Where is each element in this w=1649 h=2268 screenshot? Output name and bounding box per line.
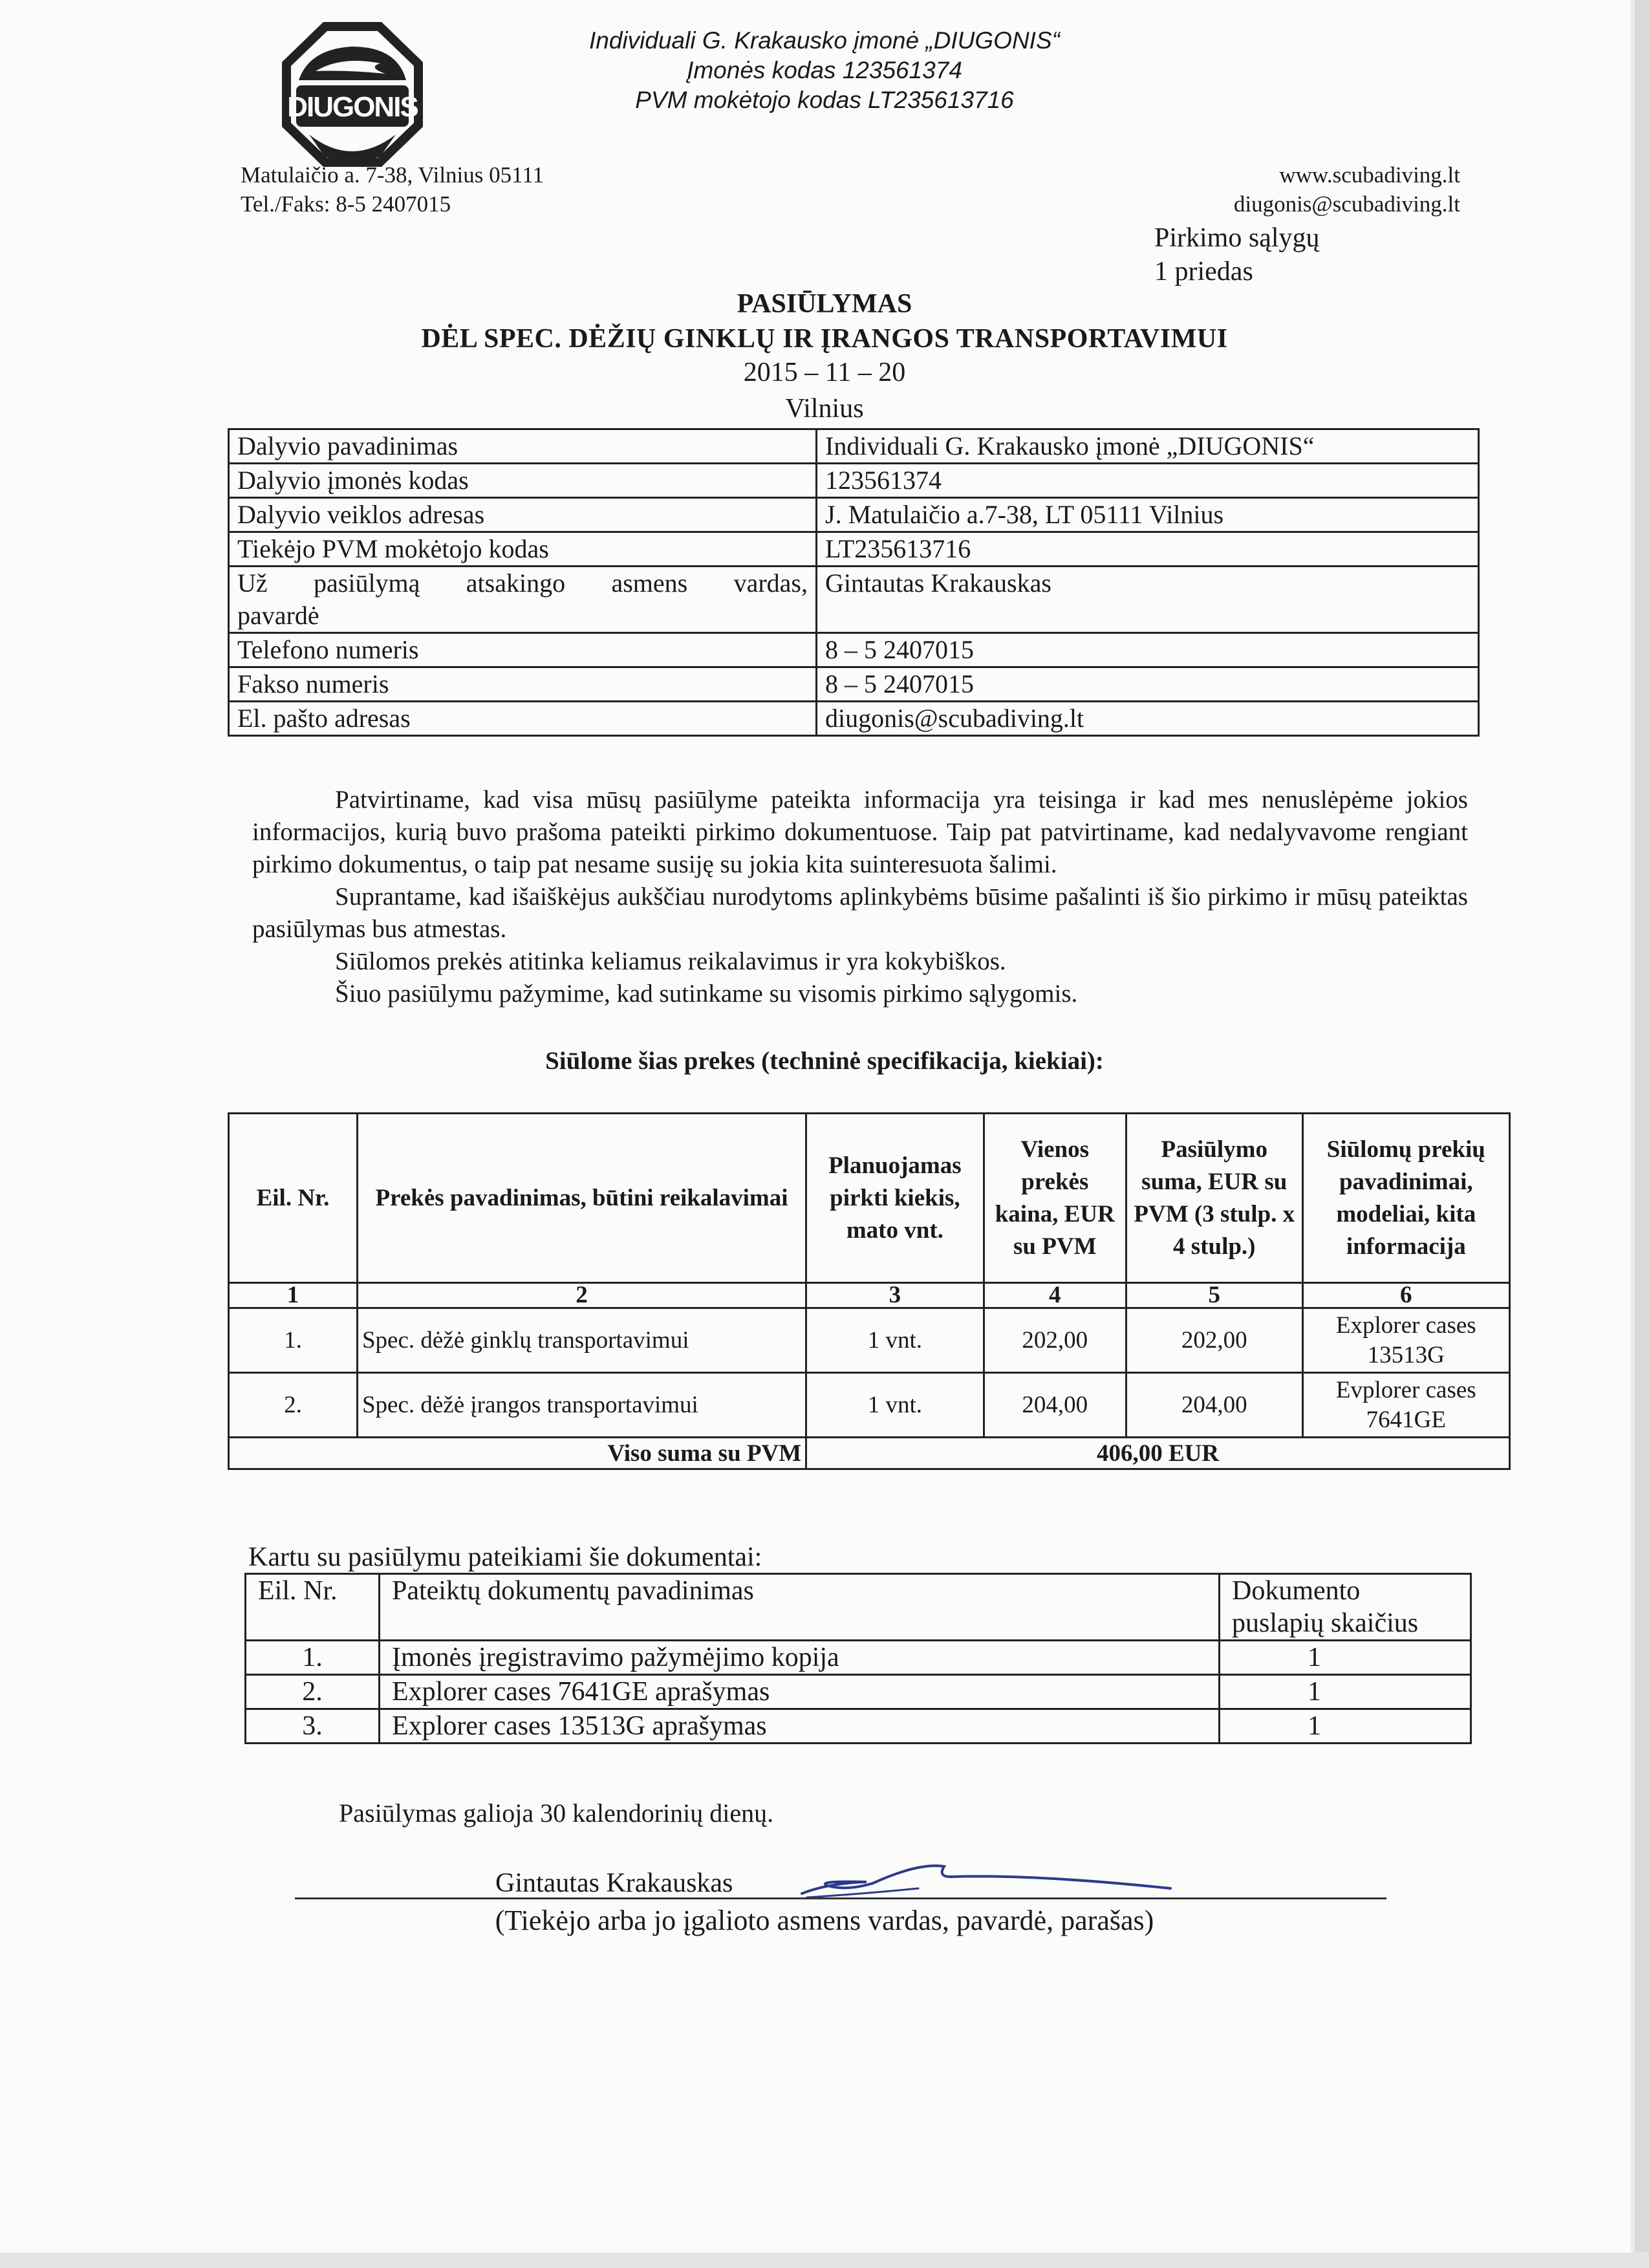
total-value: 406,00 EUR [806, 1438, 1510, 1469]
participant-value: 8 – 5 2407015 [817, 667, 1479, 702]
spec-table [228, 1112, 1511, 1470]
item-price: 202,00 [984, 1308, 1126, 1373]
participant-label-line-2: pavardė [237, 601, 319, 630]
column-header: Siūlomų prekių pavadinimai, modeliai, kita informacija [1302, 1114, 1509, 1283]
declaration-text [252, 784, 1468, 1010]
participant-value: Individuali G. Krakausko įmonė „DIUGONIS“ [817, 429, 1479, 464]
signature-line [295, 1897, 1386, 1899]
table-header-row [229, 1114, 1510, 1283]
table-row [229, 633, 1479, 667]
spec-title: Siūlome šias prekes (techninė specifikacija, kiekiai): [545, 1047, 1104, 1075]
column-header: Eil. Nr. [229, 1114, 358, 1283]
document-name: Explorer cases 13513G aprašymas [380, 1709, 1220, 1744]
participant-value: 123561374 [817, 464, 1479, 498]
company-contacts-block [1234, 160, 1460, 219]
document-name: Explorer cases 7641GE aprašymas [380, 1675, 1220, 1709]
participant-label: El. pašto adresas [229, 702, 817, 736]
company-address-block [241, 160, 544, 219]
column-number: 5 [1126, 1283, 1302, 1308]
company-code: Įmonės kodas 123561374 [687, 57, 962, 83]
document-name: Įmonės įregistravimo pažymėjimo kopija [380, 1641, 1220, 1675]
column-number: 4 [984, 1283, 1126, 1308]
table-row [246, 1675, 1471, 1709]
item-qty: 1 vnt. [806, 1308, 984, 1373]
table-row [246, 1641, 1471, 1675]
table-row [229, 532, 1479, 567]
item-name: Spec. dėžė įrangos transportavimui [357, 1373, 806, 1438]
offer-validity: Pasiūlymas galioja 30 kalendorinių dienų. [339, 1798, 774, 1828]
item-nr: 2. [229, 1373, 358, 1438]
document-city: Vilnius [785, 394, 864, 424]
table-row [229, 464, 1479, 498]
item-sum: 204,00 [1126, 1373, 1302, 1438]
participant-value: 8 – 5 2407015 [817, 633, 1479, 667]
svg-text:DIUGONIS: DIUGONIS [287, 91, 418, 123]
company-name: Individuali G. Krakausko įmonė „DIUGONIS“ [589, 27, 1060, 54]
total-label: Viso suma su PVM [229, 1438, 806, 1469]
company-header [0, 26, 1649, 115]
participant-value: LT235613716 [817, 532, 1479, 567]
signer-name: Gintautas Krakauskas [495, 1868, 733, 1898]
item-info: Evplorer cases 7641GE [1302, 1373, 1509, 1438]
column-header: Dokumento puslapių skaičius [1220, 1574, 1471, 1641]
company-email: diugonis@scubadiving.lt [1233, 191, 1460, 217]
item-qty: 1 vnt. [806, 1373, 984, 1438]
table-row [229, 567, 1479, 633]
document-pages: 1 [1220, 1709, 1471, 1744]
paragraph: Šiuo pasiūlymu pažymime, kad sutinkame su visomis pirkimo sąlygomis. [335, 980, 1078, 1008]
annex-line-1: Pirkimo sąlygų [1154, 223, 1320, 253]
participant-label-line-1: Už pasiūlymą atsakingo asmens vardas, [237, 568, 808, 598]
column-number: 6 [1302, 1283, 1509, 1308]
total-row [229, 1438, 1510, 1469]
item-nr: 1. [229, 1308, 358, 1373]
participant-value: J. Matulaičio a.7-38, LT 05111 Vilnius [817, 498, 1479, 532]
column-header: Prekės pavadinimas, būtini reikalavimai [357, 1114, 806, 1283]
company-phone: Tel./Faks: 8-5 2407015 [241, 191, 451, 217]
documents-title: Kartu su pasiūlymu pateikiami šie dokumentai: [248, 1542, 762, 1572]
table-row [229, 498, 1479, 532]
participant-label [229, 567, 817, 633]
table-row [229, 1373, 1510, 1438]
participant-label: Dalyvio pavadinimas [229, 429, 817, 464]
documents-table [244, 1573, 1472, 1744]
column-header: Pasiūlymo suma, EUR su PVM (3 stulp. x 4 stulp.) [1126, 1114, 1302, 1283]
signature-caption: (Tiekėjo arba jo įgalioto asmens vardas, pavardė, parašas) [495, 1905, 1154, 1936]
column-number: 2 [357, 1283, 806, 1308]
company-address: Matulaičio a. 7-38, Vilnius 05111 [241, 162, 544, 188]
column-header: Planuojamas pirkti kiekis, mato vnt. [806, 1114, 984, 1283]
column-number: 1 [229, 1283, 358, 1308]
paragraph: Siūlomos prekės atitinka keliamus reikalavimus ir yra kokybiškos. [335, 947, 1006, 975]
document-pages: 1 [1220, 1675, 1471, 1709]
item-price: 204,00 [984, 1373, 1126, 1438]
table-row [229, 667, 1479, 702]
item-name: Spec. dėžė ginklų transportavimui [357, 1308, 806, 1373]
annex-line-2: 1 priedas [1154, 257, 1253, 286]
participant-label: Dalyvio įmonės kodas [229, 464, 817, 498]
table-row [229, 1308, 1510, 1373]
column-number: 3 [806, 1283, 984, 1308]
participant-table [228, 428, 1480, 737]
item-info: Explorer cases 13513G [1302, 1308, 1509, 1373]
paragraph: Suprantame, kad išaiškėjus aukščiau nurodytoms aplinkybėms būsime pašalinti iš šio pirkimo ir mūsų pateiktas pasiūlymas bus atmestas. [252, 883, 1468, 943]
participant-label: Telefono numeris [229, 633, 817, 667]
table-row [229, 429, 1479, 464]
vat-code: PVM mokėtojo kodas LT235613716 [635, 87, 1014, 113]
document-title: PASIŪLYMAS [737, 289, 912, 319]
document-nr: 1. [246, 1641, 380, 1675]
column-header: Eil. Nr. [246, 1574, 380, 1641]
column-header: Vienos prekės kaina, EUR su PVM [984, 1114, 1126, 1283]
scan-bottom-edge [0, 2252, 1649, 2268]
column-number-row [229, 1283, 1510, 1308]
participant-label: Dalyvio veiklos adresas [229, 498, 817, 532]
company-website: www.scubadiving.lt [1279, 162, 1460, 188]
document-pages: 1 [1220, 1641, 1471, 1675]
paragraph: Patvirtiname, kad visa mūsų pasiūlyme pateikta informacija yra teisinga ir kad mes nenuslėpėme jokios informacijos, kurią buvo prašoma pateikti pirkimo dokumentuose. Taip pat patvirtiname, kad nedalyvavome rengiant pirkimo dokumentus, o taip pat nesame susiję su jokia kita suinteresuota šalimi. [252, 786, 1468, 878]
document-subtitle: DĖL SPEC. DĖŽIŲ GINKLŲ IR ĮRANGOS TRANSPORTAVIMUI [421, 324, 1228, 354]
item-sum: 202,00 [1126, 1308, 1302, 1373]
document-nr: 2. [246, 1675, 380, 1709]
table-header-row [246, 1574, 1471, 1641]
document-date: 2015 – 11 – 20 [743, 358, 906, 387]
participant-value: Gintautas Krakauskas [817, 567, 1479, 633]
table-row [246, 1709, 1471, 1744]
column-header: Pateiktų dokumentų pavadinimas [380, 1574, 1220, 1641]
document-nr: 3. [246, 1709, 380, 1744]
participant-label: Fakso numeris [229, 667, 817, 702]
table-row [229, 702, 1479, 736]
annex-label [1154, 221, 1320, 288]
participant-value: diugonis@scubadiving.lt [817, 702, 1479, 736]
participant-label: Tiekėjo PVM mokėtojo kodas [229, 532, 817, 567]
